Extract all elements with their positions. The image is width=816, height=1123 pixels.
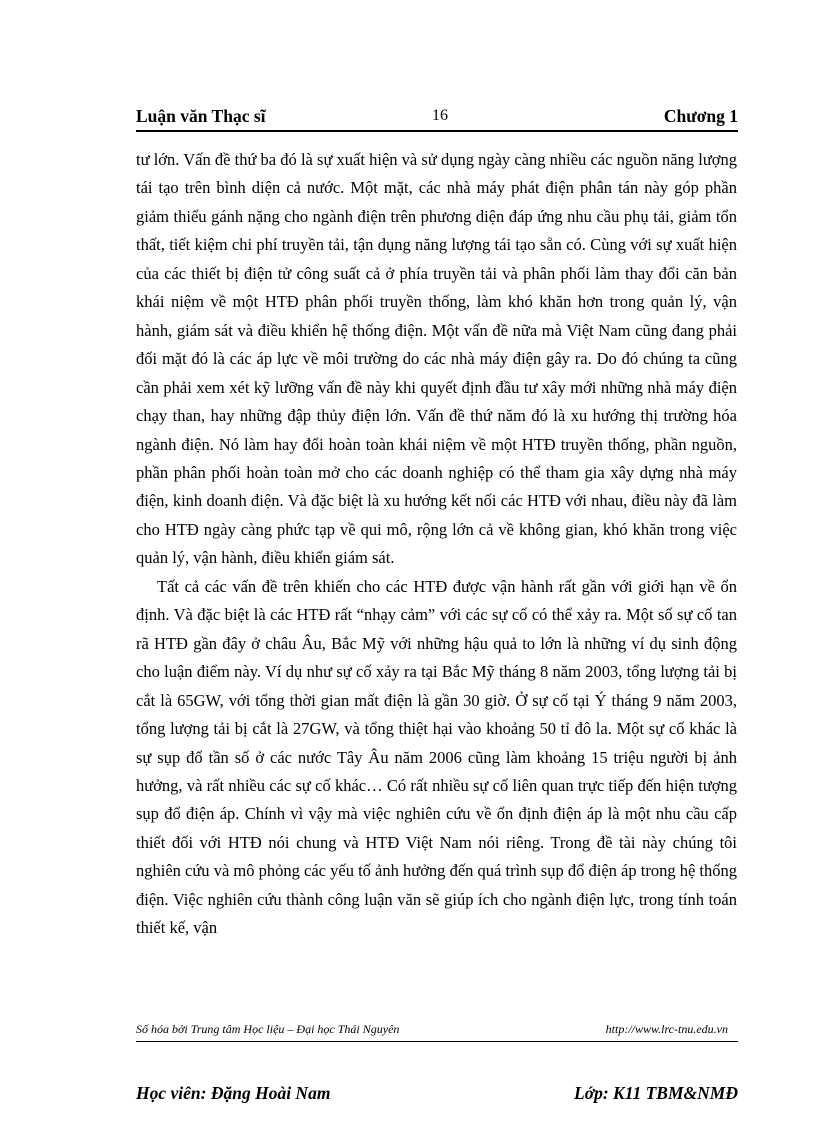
student-name: Học viên: Đặng Hoài Nam bbox=[136, 1083, 331, 1103]
body-text bbox=[136, 146, 737, 943]
header-thesis-title: Luận văn Thạc sĩ bbox=[136, 106, 266, 126]
footer-divider bbox=[136, 1041, 738, 1042]
page-footer bbox=[136, 1022, 738, 1042]
class-name: Lớp: K11 TBM&NMĐ bbox=[574, 1083, 738, 1103]
footer-digitized-by: Số hóa bởi Trung tâm Học liệu – Đại học Thái Nguyên bbox=[136, 1022, 400, 1036]
header-chapter: Chương 1 bbox=[663, 106, 738, 126]
footer-url: http://www.lrc-tnu.edu.vn bbox=[605, 1022, 728, 1036]
paragraph-2: Tất cả các vấn đề trên khiến cho các HTĐ được vận hành rất gần với giới hạn về ổn định. Và đặc biệt là các HTĐ rất “nhạy cảm” với các sự cố có thể xảy ra. Một số sự cố tan rã HTĐ gần đây ở châu Âu, Bắc Mỹ với những hậu quả to lớn là những ví dụ sinh động cho luận điểm này. Ví dụ như sự cố xảy ra tại Bắc Mỹ tháng 8 năm 2003, tổng lượng tải bị cắt là 65GW, với tổng thời gian mất điện là gần 30 giờ. Ở sự cố tại Ý tháng 9 năm 2003, tổng lượng tải bị cắt là 27GW, và tổng thiệt hại vào khoảng 50 tỉ đô la. Một sự cố khác là sự sụp đổ tần số ở các nước Tây Âu năm 2006 cũng làm khoảng 15 triệu người bị ảnh hưởng, và rất nhiều các sự cố khác… Có rất nhiều sự cố liên quan trực tiếp đến hiện tượng sụp đổ điện áp. Chính vì vậy mà việc nghiên cứu về ổn định điện áp là một nhu cầu cấp thiết đối với HTĐ nói chung và HTĐ Việt Nam nói riêng. Trong đề tài này chúng tôi nghiên cứu và mô phỏng các yếu tố ảnh hưởng đến quá trình sụp đổ điện áp trong hệ thống điện. Việc nghiên cứu thành công luận văn sẽ giúp ích cho ngành điện lực, trong tính toán thiết kế, vận bbox=[136, 576, 737, 938]
paragraph-1: tư lớn. Vấn đề thứ ba đó là sự xuất hiện và sử dụng ngày càng nhiều các nguồn năng lượng tái tạo trên bình diện cả nước. Một mặt, các nhà máy phát điện phân tán này góp phần giảm thiểu gánh nặng cho ngành điện trên phương diện đáp ứng nhu cầu phụ tải, giảm tổn thất, tiết kiệm chi phí truyền tải, tận dụng năng lượng tái tạo sẵn có. Cùng với sự xuất hiện của các thiết bị điện tử công suất cả ở phía truyền tải và phân phối làm thay đổi căn bản khái niệm về một HTĐ phân phối truyền thống, làm khó khăn hơn trong quản lý, vận hành, giám sát và điều khiển hệ thống điện. Một vấn đề nữa mà Việt Nam cũng đang phải đối mặt đó là các áp lực về môi trường do các nhà máy điện gây ra. Do đó chúng ta cũng cần phải xem xét kỹ lưỡng vấn đề này khi quyết định đầu tư xây mới những nhà máy điện chạy than, hay những đập thủy điện lớn. Vấn đề thứ năm đó là xu hướng thị trường hóa ngành điện. Nó làm hay đổi hoàn toàn khái niệm về một HTĐ truyền thống, phần nguồn, phần phân phối hoàn toàn mở cho các doanh nghiệp có thể tham gia xây dựng nhà máy điện, kinh doanh điện. Và đặc biệt là xu hướng kết nối các HTĐ với nhau, điều này đã làm cho HTĐ ngày càng phức tạp về qui mô, rộng lớn cả về không gian, khó khăn trong việc quản lý, vận hành, điều khiển giám sát. bbox=[136, 150, 737, 568]
page-header bbox=[136, 106, 738, 132]
page-number: 16 bbox=[432, 107, 448, 124]
header-divider bbox=[136, 130, 738, 132]
